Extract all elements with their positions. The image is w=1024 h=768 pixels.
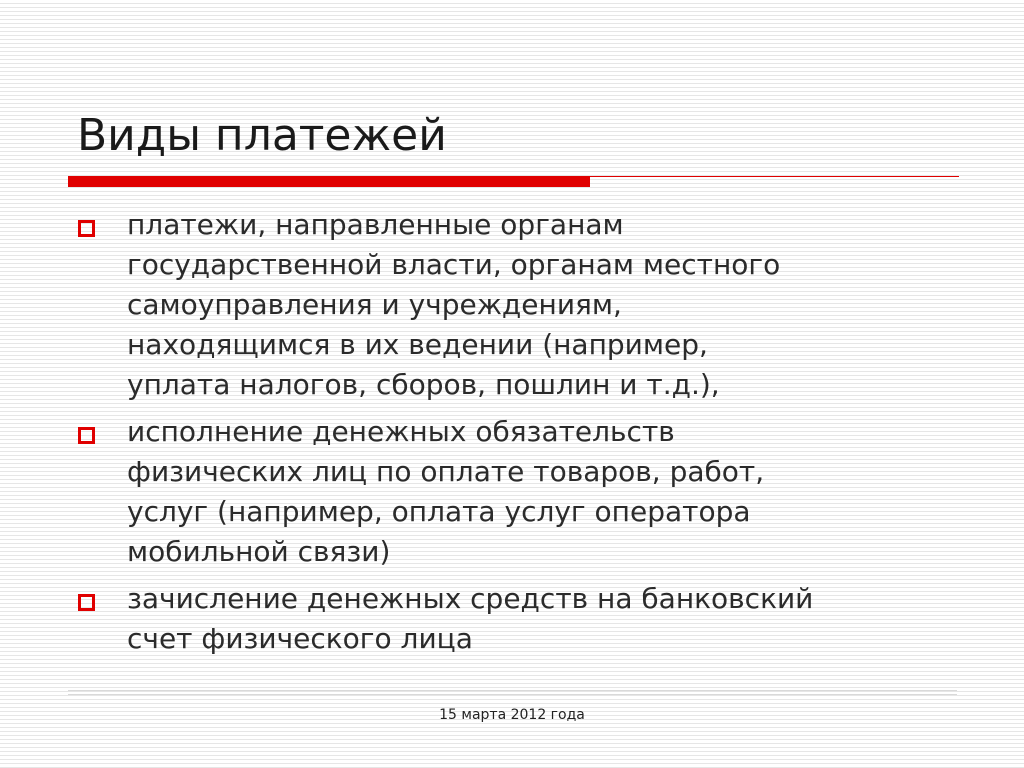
bullet-text: исполнение денежных обязательств физических лиц по оплате товаров, работ, услуг (например, оплата услуг оператора мобильной связи) <box>127 415 765 568</box>
title-underline-thin <box>590 176 959 177</box>
hollow-square-icon <box>78 427 95 444</box>
list-item <box>77 205 977 405</box>
footer-date: 15 марта 2012 года <box>439 707 585 723</box>
list-item <box>77 412 977 572</box>
hollow-square-icon <box>78 220 95 237</box>
list-item <box>77 579 977 659</box>
bullet-list <box>77 205 977 666</box>
bullet-text: зачисление денежных средств на банковский счет физического лица <box>127 582 814 655</box>
slide-title: Виды платежей <box>77 110 447 161</box>
footer-divider <box>68 690 957 691</box>
hollow-square-icon <box>78 594 95 611</box>
footer-divider <box>68 694 957 695</box>
bullet-text: платежи, направленные органам государственной власти, органам местного самоуправления и учреждениям, находящимся в их ведении (например, уплата налогов, сборов, пошлин и т.д.), <box>127 208 781 401</box>
title-underline-accent <box>68 176 590 187</box>
